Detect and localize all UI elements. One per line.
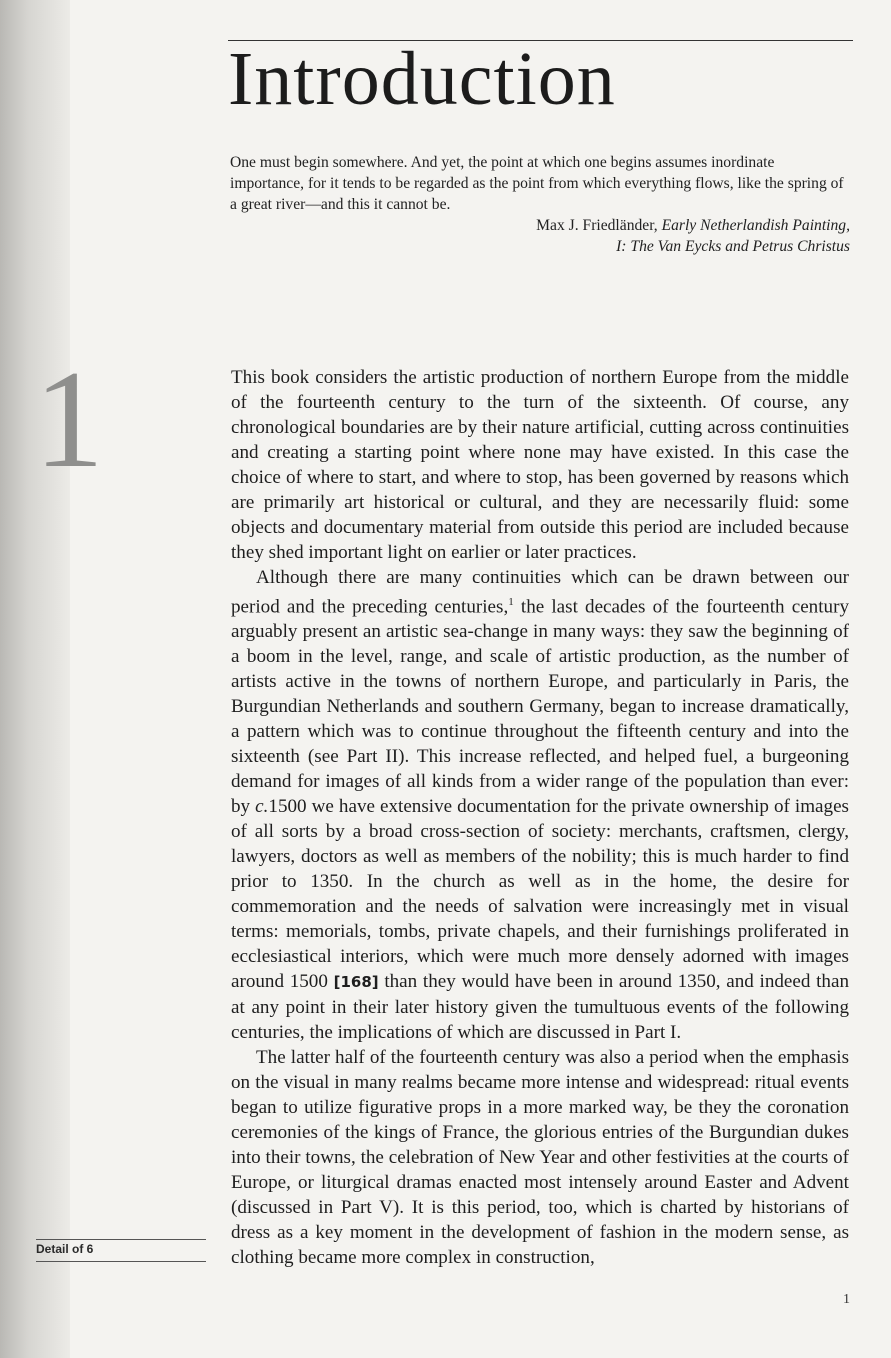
caption-rule-bottom xyxy=(36,1261,206,1262)
paragraph-3: The latter half of the fourteenth century was also a period when the emphasis on the visual in many realms became more intense and widespread: ritual events began to utilize figurative props in a more marked way, be they the coronation ceremonies of the kings of France, the glorious entries of the Burgundian dukes into their towns, the celebration of New Year and other festivities at the courts of Europe, or liturgical dramas enacted most intensely around Easter and Advent (discussed in Part V). It is this period, too, which is charted by historians of dress as a key moment in the development of fashion in the modern sense, as clothing became more complex in construction, xyxy=(231,1047,849,1269)
epigraph-quote: One must begin somewhere. And yet, the point at which one begins assumes inordinate importance, for it tends to be regarded as the point from which everything flows, like the spring of a great river—and this it cannot be. xyxy=(230,154,844,213)
paragraph-2-text-a: Although there are many continuities which can be drawn between our period and the preceding centuries, xyxy=(231,567,849,618)
page-number: 1 xyxy=(843,1292,850,1307)
epigraph xyxy=(230,152,850,257)
paragraph-2 xyxy=(231,565,849,1045)
epigraph-work-subtitle: I: The Van Eycks and Petrus Christus xyxy=(616,238,850,255)
binding-gutter-shadow xyxy=(0,0,70,1358)
epigraph-work-title: Early Netherlandish Painting, xyxy=(661,217,850,234)
paragraph-2-text-c: 1500 we have extensive documentation for the private ownership of images of all sorts by a broad cross-section of society: merchants, craftsmen, clergy, lawyers, doctors as well as members of the nobility; this is much harder to find prior to 1350. In the church as well as in the home, the desire for commemoration and the needs of salvation were increasingly met in visual terms: memorials, tombs, private chapels, and their furnishings proliferated in ecclesiastical interiors, which were much more densely adorned with images around 1500 xyxy=(231,796,849,993)
chapter-number: 1 xyxy=(34,342,104,497)
circa-abbreviation: c. xyxy=(255,796,269,818)
paragraph-1: This book considers the artistic production of northern Europe from the middle of the fourteenth century to the turn of the sixteenth. Of course, any chronological boundaries are by their nature artificial, cutting across continuities and creating a starting point where none may have existed. In this case the choice of where to start, and where to stop, has been governed by reasons which are primarily art historical or cultural, and they are necessarily fluid: some objects and documentary material from outside this period are included because they shed important light on earlier or later practices. xyxy=(231,367,849,563)
paragraph-2-text-b: the last decades of the fourteenth century arguably present an artistic sea-change in many ways: they saw the beginning of a boom in the level, range, and scale of artistic production, as the number of artists active in the towns of northern Europe, and particularly in Paris, the Burgundian Netherlands and southern Germany, began to increase dramatically, a pattern which was to continue throughout the fifteenth century and into the sixteenth (see Part II). This increase reflected, and helped fuel, a burgeoning demand for images of all kinds from a wider range of the population than ever: by xyxy=(231,596,849,818)
caption-rule-top xyxy=(36,1239,206,1240)
footnote-marker[interactable]: 1 xyxy=(508,596,514,608)
body-text xyxy=(231,365,849,1270)
page-title: Introduction xyxy=(228,37,616,121)
epigraph-author: Max J. Friedländer, xyxy=(536,217,658,234)
paragraph-2-text-d: than they would have been in around 1350, and indeed than at any point in their later history given the tumultuous events of the following centuries, the implications of which are discussed in Part I. xyxy=(231,971,849,1044)
sidebar-caption: Detail of 6 xyxy=(36,1242,94,1256)
figure-reference[interactable]: [168] xyxy=(333,973,379,992)
epigraph-attribution xyxy=(230,215,850,257)
